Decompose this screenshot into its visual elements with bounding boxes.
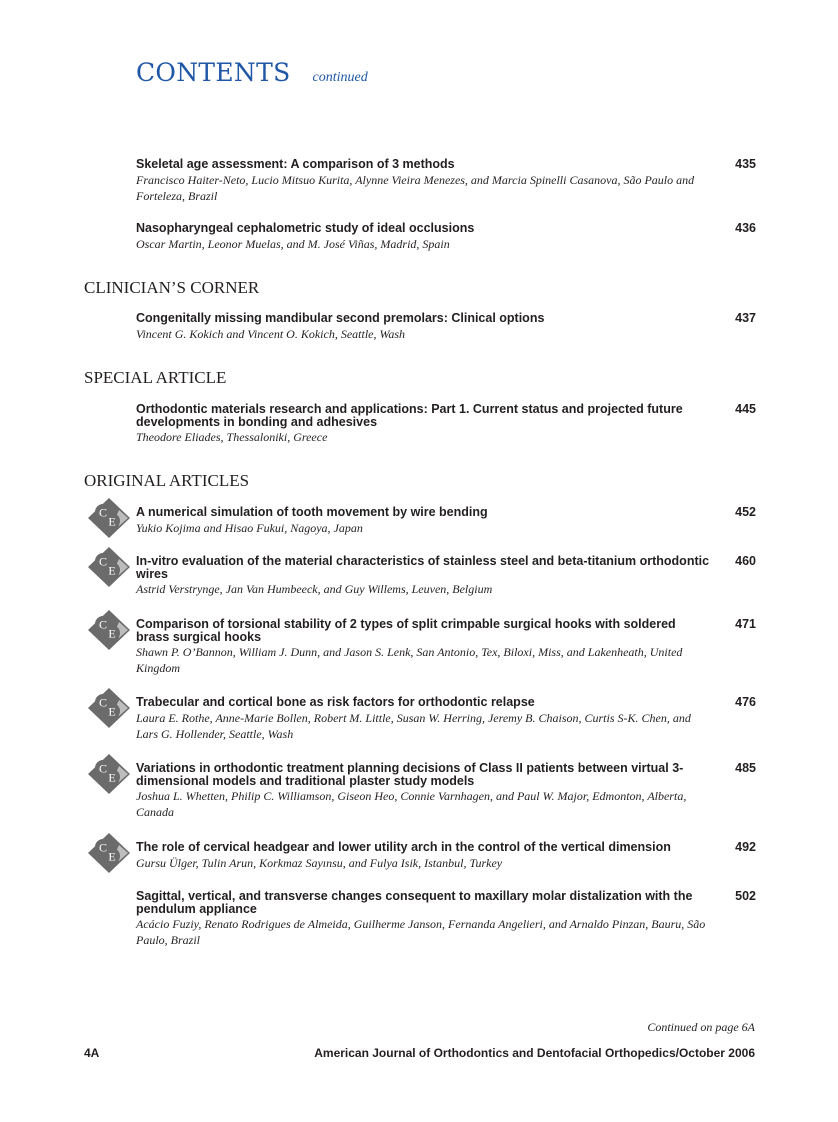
page-number[interactable]: 437 bbox=[735, 311, 756, 325]
article-title[interactable]: In-vitro evaluation of the material characteristics of stainless steel and beta-titanium orthodontic wires bbox=[136, 554, 710, 581]
article-title[interactable]: Orthodontic materials research and applications: Part 1. Current status and projected future developments in bonding and adhesives bbox=[136, 402, 683, 429]
page-number[interactable]: 460 bbox=[735, 554, 756, 568]
page-number[interactable]: 492 bbox=[735, 840, 756, 854]
section-heading-clinicians-corner: CLINICIAN’S CORNER bbox=[84, 278, 260, 297]
page-number[interactable]: 435 bbox=[735, 157, 756, 171]
page-number[interactable]: 452 bbox=[735, 505, 756, 519]
toc-entry[interactable] bbox=[136, 158, 756, 204]
page-number[interactable]: 436 bbox=[735, 221, 756, 235]
article-title[interactable]: Comparison of torsional stability of 2 types of split crimpable surgical hooks with soldered brass surgical hooks bbox=[136, 617, 676, 644]
toc-entry[interactable] bbox=[136, 696, 756, 742]
folio: 4A bbox=[84, 1046, 100, 1060]
page-number[interactable]: 476 bbox=[735, 695, 756, 709]
page-number[interactable]: 471 bbox=[735, 617, 756, 631]
section-heading-special-article: SPECIAL ARTICLE bbox=[84, 368, 227, 387]
article-authors: Laura E. Rothe, Anne-Marie Bollen, Robert M. Little, Susan W. Herring, Jeremy B. Chaison, Curtis S-K. Chen, and Lars G. Hollender, Seattle, Wash bbox=[136, 710, 691, 741]
toc-entry[interactable] bbox=[136, 618, 756, 676]
article-title[interactable]: Nasopharyngeal cephalometric study of ideal occlusions bbox=[136, 221, 475, 235]
article-authors: Yukio Kojima and Hisao Fukui, Nagoya, Japan bbox=[136, 520, 363, 535]
toc-entry[interactable] bbox=[136, 762, 756, 820]
article-authors: Theodore Eliades, Thessaloniki, Greece bbox=[136, 430, 328, 444]
toc-entry[interactable] bbox=[136, 841, 756, 871]
article-title[interactable]: Trabecular and cortical bone as risk factors for orthodontic relapse bbox=[136, 695, 535, 709]
ce-credit-icon bbox=[86, 752, 136, 796]
article-authors: Astrid Verstrynge, Jan Van Humbeeck, and Guy Willems, Leuven, Belgium bbox=[136, 582, 493, 596]
article-title[interactable]: A numerical simulation of tooth movement by wire bending bbox=[136, 505, 488, 519]
article-title[interactable]: Congenitally missing mandibular second premolars: Clinical options bbox=[136, 311, 545, 325]
article-authors: Gursu Ülger, Tulin Arun, Korkmaz Sayınsu, and Fulya Isik, Istanbul, Turkey bbox=[136, 855, 503, 870]
article-authors: Francisco Haiter-Neto, Lucio Mitsuo Kurita, Alynne Vieira Menezes, and Marcia Spinelli Casanova, São Paulo and Forteleza, Brazil bbox=[136, 172, 695, 203]
continued-note: Continued on page 6A bbox=[647, 1020, 755, 1034]
ce-credit-icon bbox=[86, 686, 136, 730]
article-authors: Oscar Martin, Leonor Muelas, and M. José Viñas, Madrid, Spain bbox=[136, 236, 450, 251]
article-authors: Shawn P. O’Bannon, William J. Dunn, and Jason S. Lenk, San Antonio, Tex, Biloxi, Miss, and Lakenheath, United Kingdom bbox=[136, 645, 683, 675]
article-title[interactable]: Skeletal age assessment: A comparison of 3 methods bbox=[136, 157, 455, 171]
contents-heading: CONTENTS bbox=[136, 58, 291, 87]
page-title bbox=[136, 58, 368, 87]
toc-entry[interactable] bbox=[136, 555, 756, 597]
ce-credit-icon bbox=[86, 608, 136, 652]
toc-entry[interactable] bbox=[136, 506, 756, 536]
toc-entry[interactable] bbox=[136, 403, 756, 445]
article-authors: Acácio Fuziy, Renato Rodrigues de Almeida, Guilherme Janson, Fernanda Angelieri, and Arnaldo Pinzan, Bauru, São Paulo, Brazil bbox=[136, 917, 706, 947]
article-authors: Joshua L. Whetten, Philip C. Williamson, Giseon Heo, Connie Varnhagen, and Paul W. Major, Edmonton, Alberta, Canada bbox=[136, 789, 687, 819]
article-title[interactable]: Variations in orthodontic treatment planning decisions of Class II patients between virtual 3-dimensional models and traditional plaster study models bbox=[136, 761, 684, 788]
ce-credit-icon bbox=[86, 831, 136, 875]
article-title[interactable]: Sagittal, vertical, and transverse changes consequent to maxillary molar distalization with the pendulum appliance bbox=[136, 889, 693, 916]
article-authors: Vincent G. Kokich and Vincent O. Kokich, Seattle, Wash bbox=[136, 326, 406, 341]
ce-credit-icon bbox=[86, 496, 136, 540]
toc-entry[interactable] bbox=[136, 222, 756, 252]
journal-footer: American Journal of Orthodontics and Dentofacial Orthopedics/October 2006 bbox=[314, 1046, 755, 1060]
page-number[interactable]: 485 bbox=[735, 761, 756, 775]
continued-label: continued bbox=[312, 70, 368, 85]
ce-credit-icon bbox=[86, 545, 136, 589]
toc-entry[interactable] bbox=[136, 312, 756, 342]
section-heading-original-articles: ORIGINAL ARTICLES bbox=[84, 471, 250, 490]
page-number[interactable]: 502 bbox=[735, 889, 756, 903]
toc-entry[interactable] bbox=[136, 890, 756, 948]
page-number[interactable]: 445 bbox=[735, 402, 756, 416]
article-title[interactable]: The role of cervical headgear and lower utility arch in the control of the vertical dimension bbox=[136, 840, 671, 854]
